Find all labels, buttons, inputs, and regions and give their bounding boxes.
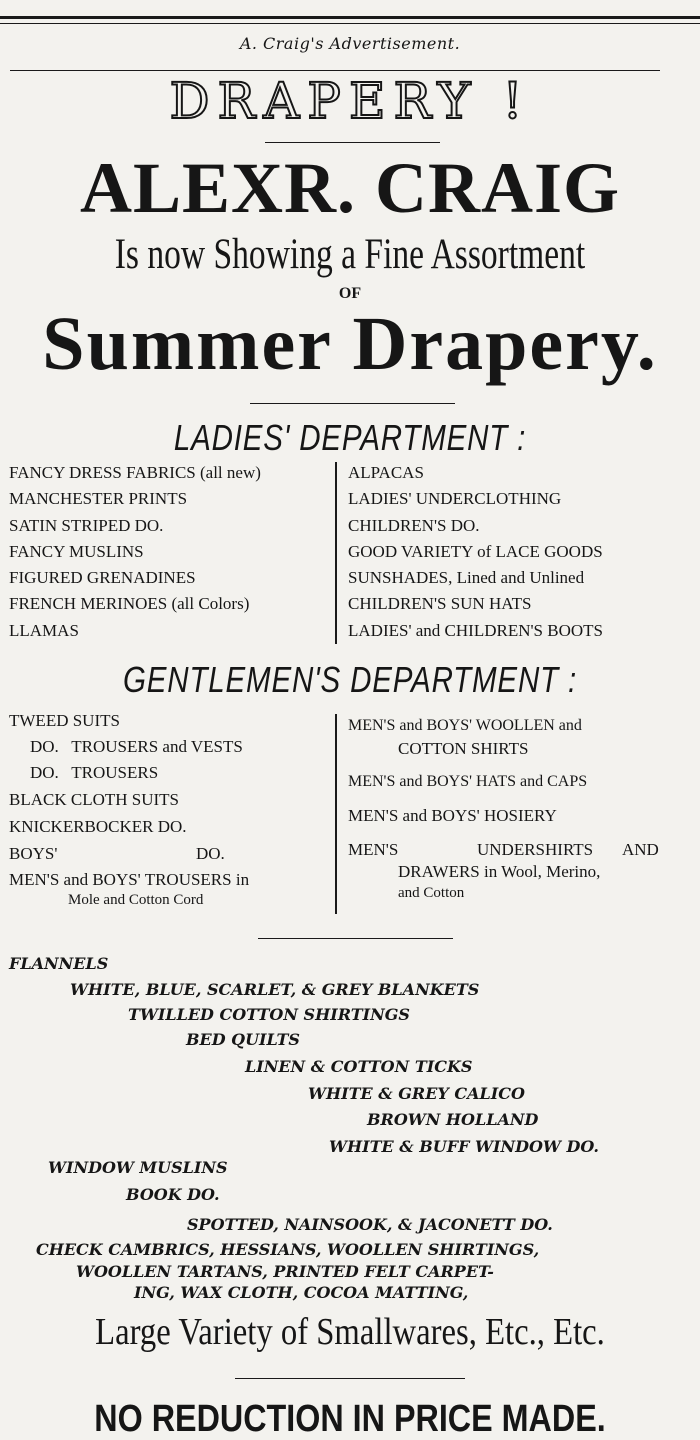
list-item: FANCY MUSLINS	[9, 541, 144, 561]
flannels-line: CHECK CAMBRICS, HESSIANS, WOOLLEN SHIRTINGS,	[36, 1240, 540, 1259]
gentlemen-item-8: Mole and Cotton Cord	[68, 892, 204, 908]
gentlemen-item-6a: BOYS'	[9, 844, 58, 863]
rule-under-running-head	[10, 70, 660, 71]
gentlemen-right-5b: UNDERSHIRTS	[477, 840, 594, 859]
merchant-name: ALEXR. CRAIG	[79, 148, 621, 228]
list-item: LADIES' and CHILDREN'S BOOTS	[348, 620, 603, 640]
gentlemen-right-6: DRAWERS in Wool, Merino,	[398, 862, 601, 881]
flannels-line: LINEN & COTTON TICKS	[245, 1057, 473, 1076]
gentlemen-right-7: and Cotton	[398, 885, 465, 901]
running-head: A. Craig's Advertisement.	[239, 34, 461, 53]
list-item: SUNSHADES, Lined and Unlined	[348, 568, 585, 588]
gentlemen-right-1: MEN'S and BOYS' WOOLLEN and	[348, 717, 582, 734]
flannels-line: WHITE & GREY CALICO	[308, 1084, 525, 1103]
short-rule-3	[258, 938, 453, 939]
drapery-heading: DRAPERY !	[169, 72, 531, 130]
flannels-line: BOOK DO.	[126, 1185, 220, 1204]
list-item: LADIES' UNDERCLOTHING	[348, 489, 562, 509]
list-item: FIGURED GRENADINES	[9, 568, 196, 588]
flannels-line: BED QUILTS	[186, 1030, 300, 1049]
flannels-line: WHITE & BUFF WINDOW DO.	[329, 1137, 599, 1156]
gentlemen-item-2: DO. TROUSERS and VESTS	[30, 737, 243, 756]
flannels-line: WOOLLEN TARTANS, PRINTED FELT CARPET-	[76, 1262, 494, 1281]
gentlemen-right-5a: MEN'S	[348, 840, 399, 859]
flannels-line: WHITE, BLUE, SCARLET, & GREY BLANKETS	[70, 980, 480, 999]
flannels-line: BROWN HOLLAND	[367, 1110, 539, 1129]
flannels-line: FLANNELS	[9, 954, 109, 973]
list-item: LLAMAS	[9, 620, 79, 640]
list-item: ALPACAS	[348, 463, 424, 482]
ladies-right-column	[348, 460, 603, 644]
list-item: GOOD VARIETY of LACE GOODS	[348, 541, 603, 561]
gentlemen-column-divider	[335, 714, 337, 914]
tagline: Is now Showing a Fine Assortment	[114, 231, 586, 278]
gentlemen-department-title: GENTLEMEN'S DEPARTMENT :	[123, 659, 577, 700]
flannels-line: TWILLED COTTON SHIRTINGS	[128, 1005, 410, 1024]
ladies-department-title: LADIES' DEPARTMENT :	[173, 417, 527, 458]
smallwares-line: Large Variety of Smallwares, Etc., Etc.	[95, 1311, 605, 1353]
gentlemen-item-5: KNICKERBOCKER DO.	[9, 817, 187, 836]
top-double-rule-thin	[0, 23, 700, 24]
short-rule-4	[235, 1378, 465, 1379]
list-item: MANCHESTER PRINTS	[9, 489, 188, 509]
gentlemen-right-4: MEN'S and BOYS' HOSIERY	[348, 806, 557, 825]
headline-summer-drapery: Summer Drapery.	[42, 302, 658, 386]
gentlemen-right-3: MEN'S and BOYS' HATS and CAPS	[348, 773, 588, 790]
flannels-line: ING, WAX CLOTH, COCOA MATTING,	[134, 1283, 469, 1302]
no-reduction-footer: NO REDUCTION IN PRICE MADE.	[94, 1398, 606, 1440]
list-item: CHILDREN'S DO.	[348, 515, 480, 535]
gentlemen-item-4: BLACK CLOTH SUITS	[9, 790, 180, 809]
short-rule-2	[250, 403, 455, 404]
gentlemen-right-2: COTTON SHIRTS	[398, 739, 529, 758]
gentlemen-right-5c: AND	[622, 840, 659, 859]
ladies-left-column	[9, 460, 261, 644]
list-item: FRENCH MERINOES (all Colors)	[9, 594, 250, 614]
top-double-rule	[0, 16, 700, 19]
list-item: CHILDREN'S SUN HATS	[348, 594, 532, 614]
ladies-column-divider	[335, 462, 337, 644]
flannels-line: WINDOW MUSLINS	[48, 1158, 228, 1177]
gentlemen-item-3: DO. TROUSERS	[30, 763, 159, 782]
gentlemen-item-7: MEN'S and BOYS' TROUSERS in	[9, 870, 250, 889]
short-rule-1	[265, 142, 440, 143]
gentlemen-item-6b: DO.	[196, 844, 225, 863]
list-item: FANCY DRESS FABRICS (all new)	[9, 463, 261, 482]
gentlemen-item-1: TWEED SUITS	[9, 711, 120, 730]
list-item: SATIN STRIPED DO.	[9, 515, 164, 535]
flannels-line: SPOTTED, NAINSOOK, & JACONETT DO.	[187, 1215, 553, 1234]
tagline-of: OF	[338, 285, 362, 302]
